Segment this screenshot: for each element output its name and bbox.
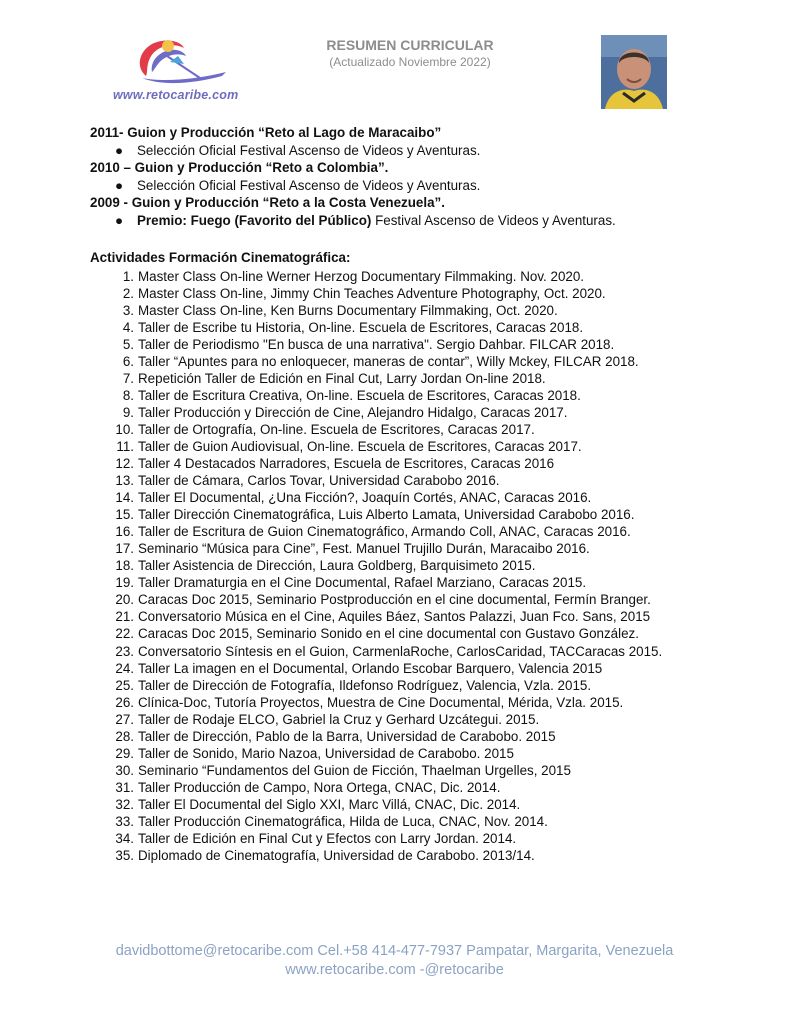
activity-text: Conversatorio Música en el Cine, Aquiles Báez, Santos Palazzi, Juan Fco. Sans, 2015 — [138, 609, 651, 625]
activity-number: 16. — [115, 524, 134, 540]
activity-item — [90, 387, 730, 404]
activity-text: Taller La imagen en el Documental, Orlando Escobar Barquero, Valencia 2015 — [138, 660, 603, 676]
activity-item — [90, 438, 730, 455]
activity-number: 2. — [122, 285, 134, 301]
activity-item — [90, 353, 730, 370]
bullet-icon: ● — [115, 177, 124, 193]
activity-item — [90, 540, 730, 557]
activity-text: Taller de Sonido, Mario Nazoa, Universidad de Carabobo. 2015 — [138, 745, 514, 761]
activity-number: 14. — [115, 490, 134, 506]
activity-number: 28. — [115, 728, 134, 744]
activity-text: Master Class On-line, Jimmy Chin Teaches Adventure Photography, Oct. 2020. — [138, 285, 606, 301]
activity-text: Caracas Doc 2015, Seminario Postproducción en el cine documental, Fermín Branger. — [138, 592, 651, 608]
activity-number: 8. — [122, 387, 134, 403]
activity-item — [90, 489, 730, 506]
activity-text: Taller de Escribe tu Historia, On-line. Escuela de Escritores, Caracas 2018. — [138, 319, 584, 335]
production-heading: 2011- Guion y Producción “Reto al Lago de Maracaibo” — [90, 125, 442, 140]
activity-item — [90, 472, 730, 489]
activity-item — [90, 728, 730, 745]
activity-item — [90, 574, 730, 591]
profile-photo — [601, 35, 667, 109]
activity-number: 30. — [115, 762, 134, 778]
activity-item — [90, 660, 730, 677]
activity-text: Master Class On-line Werner Herzog Documentary Filmmaking. Nov. 2020. — [138, 268, 585, 284]
activity-text: Taller de Rodaje ELCO, Gabriel la Cruz y Gerhard Uzcátegui. 2015. — [138, 711, 540, 727]
production-entry — [90, 194, 730, 229]
production-entry — [90, 124, 730, 159]
activity-text: Clínica-Doc, Tutoría Proyectos, Muestra de Cine Documental, Mérida, Vzla. 2015. — [138, 694, 624, 710]
activity-text: Taller 4 Destacados Narradores, Escuela de Escritores, Caracas 2016 — [138, 456, 555, 472]
activity-number: 6. — [122, 353, 134, 369]
activity-text: Taller de Guion Audiovisual, On-line. Escuela de Escritores, Caracas 2017. — [138, 438, 582, 454]
activity-number: 27. — [115, 711, 134, 727]
activity-item — [90, 421, 730, 438]
activity-text: Seminario “Música para Cine”, Fest. Manuel Trujillo Durán, Maracaibo 2016. — [138, 541, 590, 557]
activity-number: 19. — [115, 575, 134, 591]
activity-text: Taller “Apuntes para no enloquecer, maneras de contar”, Willy Mckey, FILCAR 2018. — [138, 353, 639, 369]
activity-text: Repetición Taller de Edición en Final Cut, Larry Jordan On-line 2018. — [138, 370, 546, 386]
activity-item — [90, 319, 730, 336]
activity-number: 31. — [115, 779, 134, 795]
activity-text: Taller de Dirección de Fotografía, Ildefonso Rodríguez, Valencia, Vzla. 2015. — [138, 677, 592, 693]
activity-item — [90, 694, 730, 711]
activity-item — [90, 813, 730, 830]
production-heading: 2009 - Guion y Producción “Reto a la Costa Venezuela”. — [90, 195, 445, 210]
activity-text: Diplomado de Cinematografía, Universidad de Carabobo. 2013/14. — [138, 848, 535, 864]
activity-item — [90, 268, 730, 285]
activity-text: Taller Producción de Campo, Nora Ortega, CNAC, Dic. 2014. — [138, 779, 501, 795]
activity-text: Taller El Documental, ¿Una Ficción?, Joaquín Cortés, ANAC, Caracas 2016. — [138, 490, 592, 506]
activity-number: 23. — [115, 643, 134, 659]
activity-item — [90, 830, 730, 847]
activity-text: Taller de Ortografía, On-line. Escuela de Escritores, Caracas 2017. — [138, 421, 535, 437]
activity-item — [90, 745, 730, 762]
activity-text: Taller de Dirección, Pablo de la Barra, Universidad de Carabobo. 2015 — [138, 728, 556, 744]
activity-number: 17. — [115, 541, 134, 557]
activity-text: Taller Asistencia de Dirección, Laura Goldberg, Barquisimeto 2015. — [138, 558, 536, 574]
activity-text: Taller Producción y Dirección de Cine, Alejandro Hidalgo, Caracas 2017. — [138, 404, 568, 420]
activity-number: 12. — [115, 456, 134, 472]
footer-web: www.retocaribe.com -@retocaribe — [285, 962, 504, 978]
footer-contact: davidbottome@retocaribe.com Cel.+58 414-477-7937 Pampatar, Margarita, Venezuela — [115, 943, 674, 959]
bullet-icon: ● — [115, 212, 124, 228]
activity-item — [90, 625, 730, 642]
activity-number: 15. — [115, 507, 134, 523]
activity-text: Taller Dirección Cinematográfica, Luis Alberto Lamata, Universidad Carabobo 2016. — [138, 507, 635, 523]
activity-item — [90, 591, 730, 608]
activity-number: 20. — [115, 592, 134, 608]
activity-number: 9. — [122, 404, 134, 420]
bullet-icon: ● — [115, 142, 124, 158]
production-bullet: ● Selección Oficial Festival Ascenso de Videos y Aventuras. — [115, 142, 481, 158]
activity-item — [90, 779, 730, 796]
activity-item — [90, 677, 730, 694]
activity-text: Master Class On-line, Ken Burns Documentary Filmmaking, Oct. 2020. — [138, 302, 558, 318]
production-bullet: ● Premio: Fuego (Favorito del Público) Festival Ascenso de Videos y Aventuras. — [115, 212, 616, 228]
activity-number: 7. — [122, 370, 134, 386]
activity-item — [90, 557, 730, 574]
activity-number: 3. — [122, 302, 134, 318]
activity-number: 32. — [115, 796, 134, 812]
activity-item — [90, 302, 730, 319]
activity-number: 33. — [115, 814, 134, 829]
activity-item — [90, 455, 730, 472]
document-subtitle: (Actualizado Noviembre 2022) — [329, 55, 491, 69]
activities-list — [90, 268, 730, 865]
activity-text: Taller de Escritura de Guion Cinematográfico, Armando Coll, ANAC, Caracas 2016. — [138, 524, 631, 540]
activity-number: 29. — [115, 745, 134, 761]
activity-number: 34. — [115, 831, 134, 847]
activity-number: 1. — [122, 268, 134, 284]
activities-title: Actividades Formación Cinematográfica: — [90, 250, 351, 265]
activity-text: Seminario “Fundamentos del Guion de Ficción, Thaelman Urgelles, 2015 — [138, 762, 571, 778]
kayak-logo-icon — [108, 32, 258, 92]
activity-text: Taller de Edición en Final Cut y Efectos con Larry Jordan. 2014. — [138, 831, 517, 847]
activity-text: Caracas Doc 2015, Seminario Sonido en el cine documental con Gustavo González. — [138, 626, 639, 642]
activity-number: 18. — [115, 558, 134, 574]
profile-photo-icon — [601, 35, 667, 109]
activity-item — [90, 796, 730, 813]
activity-text: Taller de Escritura Creativa, On-line. Escuela de Escritores, Caracas 2018. — [138, 387, 581, 403]
activity-item — [90, 370, 730, 387]
activity-number: 22. — [115, 626, 134, 642]
activity-item — [90, 506, 730, 523]
activity-number: 26. — [115, 694, 134, 710]
production-heading: 2010 – Guion y Producción “Reto a Colombia”. — [90, 160, 389, 175]
activity-text: Taller de Periodismo "En busca de una narrativa". Sergio Dahbar. FILCAR 2018. — [138, 336, 615, 352]
activity-number: 5. — [122, 336, 134, 352]
activity-number: 25. — [115, 677, 134, 693]
activity-item — [90, 336, 730, 353]
activity-item — [90, 285, 730, 302]
activity-text: Taller Producción Cinematográfica, Hilda de Luca, CNAC, Nov. 2014. — [138, 814, 548, 829]
activity-text: Taller Dramaturgia en el Cine Documental, Rafael Marziano, Caracas 2015. — [138, 575, 587, 591]
activity-number: 21. — [115, 609, 134, 625]
production-bullet: ● Selección Oficial Festival Ascenso de Videos y Aventuras. — [115, 177, 481, 193]
document-title: RESUMEN CURRICULAR — [326, 37, 494, 53]
activity-item — [90, 608, 730, 625]
activity-number: 24. — [115, 660, 134, 676]
production-entry — [90, 159, 730, 194]
activity-item — [90, 762, 730, 779]
activity-item — [90, 523, 730, 540]
activity-number: 13. — [115, 473, 134, 489]
activity-number: 4. — [122, 319, 134, 335]
activity-number: 11. — [116, 438, 134, 454]
activity-item — [90, 711, 730, 728]
activity-number: 35. — [115, 848, 134, 864]
activity-item — [90, 404, 730, 421]
activity-item — [90, 643, 730, 660]
activity-item — [90, 847, 730, 864]
main-content — [90, 124, 730, 864]
activity-text: Taller El Documental del Siglo XXI, Marc Villá, CNAC, Dic. 2014. — [138, 796, 521, 812]
logo-url[interactable]: www.retocaribe.com — [113, 88, 239, 102]
activity-text: Taller de Cámara, Carlos Tovar, Universidad Carabobo 2016. — [138, 473, 500, 489]
activity-text: Conversatorio Síntesis en el Guion, CarmenlaRoche, CarlosCaridad, TACCaracas 2015. — [138, 643, 663, 659]
activity-number: 10. — [115, 421, 134, 437]
